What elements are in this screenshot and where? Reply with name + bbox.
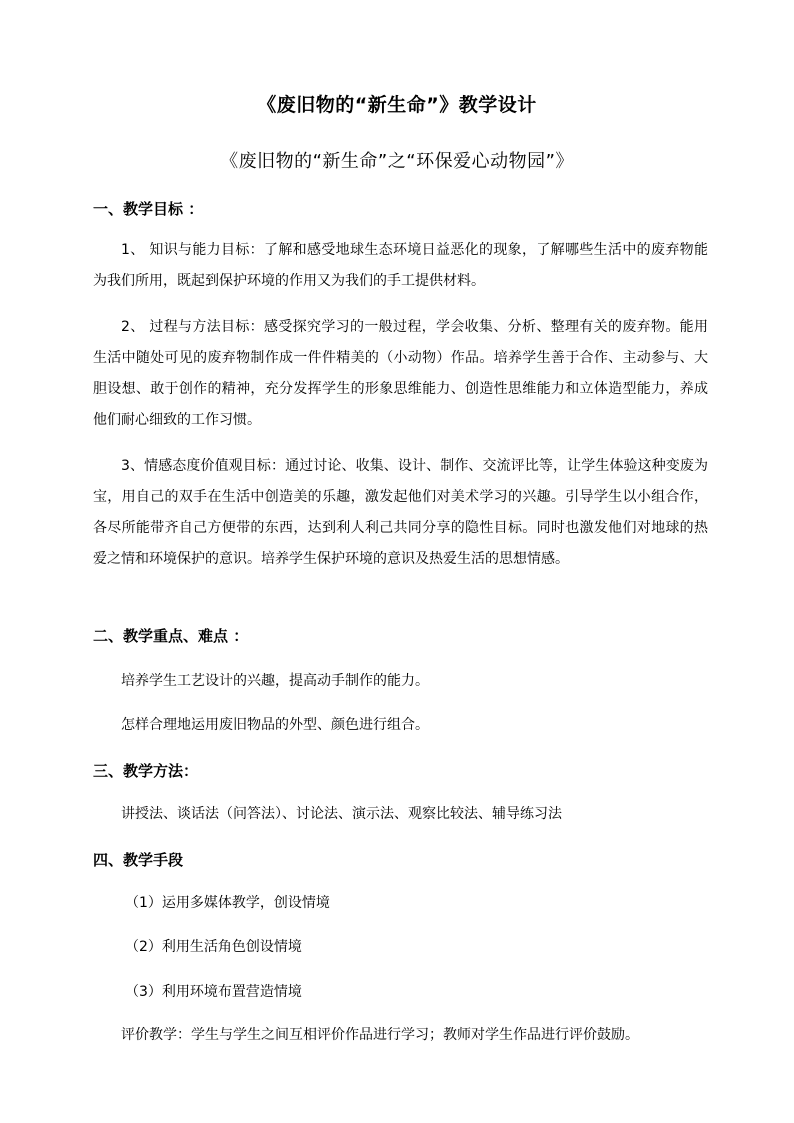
means-item: （3）利用环境布置营造情境: [125, 984, 302, 1000]
section-heading-means: 四、教学手段: [93, 851, 184, 869]
section-heading-methods: 三、教学方法：: [93, 762, 199, 780]
section-heading-keypoints: 二、教学重点、难点 ：: [93, 627, 249, 645]
methods-line: 讲授法、谈话法（问答法）、讨论法、演示法、观察比较法、辅导练习法: [121, 806, 562, 822]
objective-paragraph-knowledge: 1、 知识与能力目标：了解和感受地球生态环境日益恶化的现象，了解哪些生活中的废弃物能为我们所用，既起到保护环境的作用又为我们的手工提供材料。: [93, 242, 708, 289]
section-heading-objectives: 一、教学目标 ：: [93, 200, 204, 218]
document-title: 《废旧物的“新生命”》教学设计: [257, 94, 537, 116]
means-item: （2）利用生活角色创设情境: [125, 939, 302, 955]
objective-paragraph-emotion: 3、情感态度价值观目标：通过讨论、收集、设计、制作、交流评比等，让学生体验这种变废为宝，用自己的双手在生活中创造美的乐趣，激发起他们对美术学习的兴趣。引导学生以小组合作，各尽所能带齐自己方便带的东西，达到利人利己共同分享的隐性目标。同时也激发他们对地球的热爱之情和环境保护的意识。培养学生保护环境的意识及热爱生活的思想情感。: [93, 458, 708, 567]
keypoint-line: 培养学生工艺设计的兴趣，提高动手制作的能力。: [121, 673, 429, 689]
means-item: （1）运用多媒体教学，创设情境: [125, 895, 330, 911]
evaluation-line: 评价教学：学生与学生之间互相评价作品进行学习；教师对学生作品进行评价鼓励。: [121, 1027, 639, 1043]
difficulty-line: 怎样合理地运用废旧物品的外型、颜色进行组合。: [121, 717, 429, 733]
objective-paragraph-process: 2、 过程与方法目标：感受探究学习的一般过程，学会收集、分析、整理有关的废弃物。能用生活中随处可见的废弃物制作成一件件精美的（小动物）作品。培养学生善于合作、主动参与、大胆设想、敢于创作的精神，充分发挥学生的形象思维能力、创造性思维能力和立体造型能力，养成他们耐心细致的工作习惯。: [93, 319, 708, 428]
document-subtitle: 《废旧物的“新生命”之“环保爱心动物园”》: [220, 151, 574, 172]
